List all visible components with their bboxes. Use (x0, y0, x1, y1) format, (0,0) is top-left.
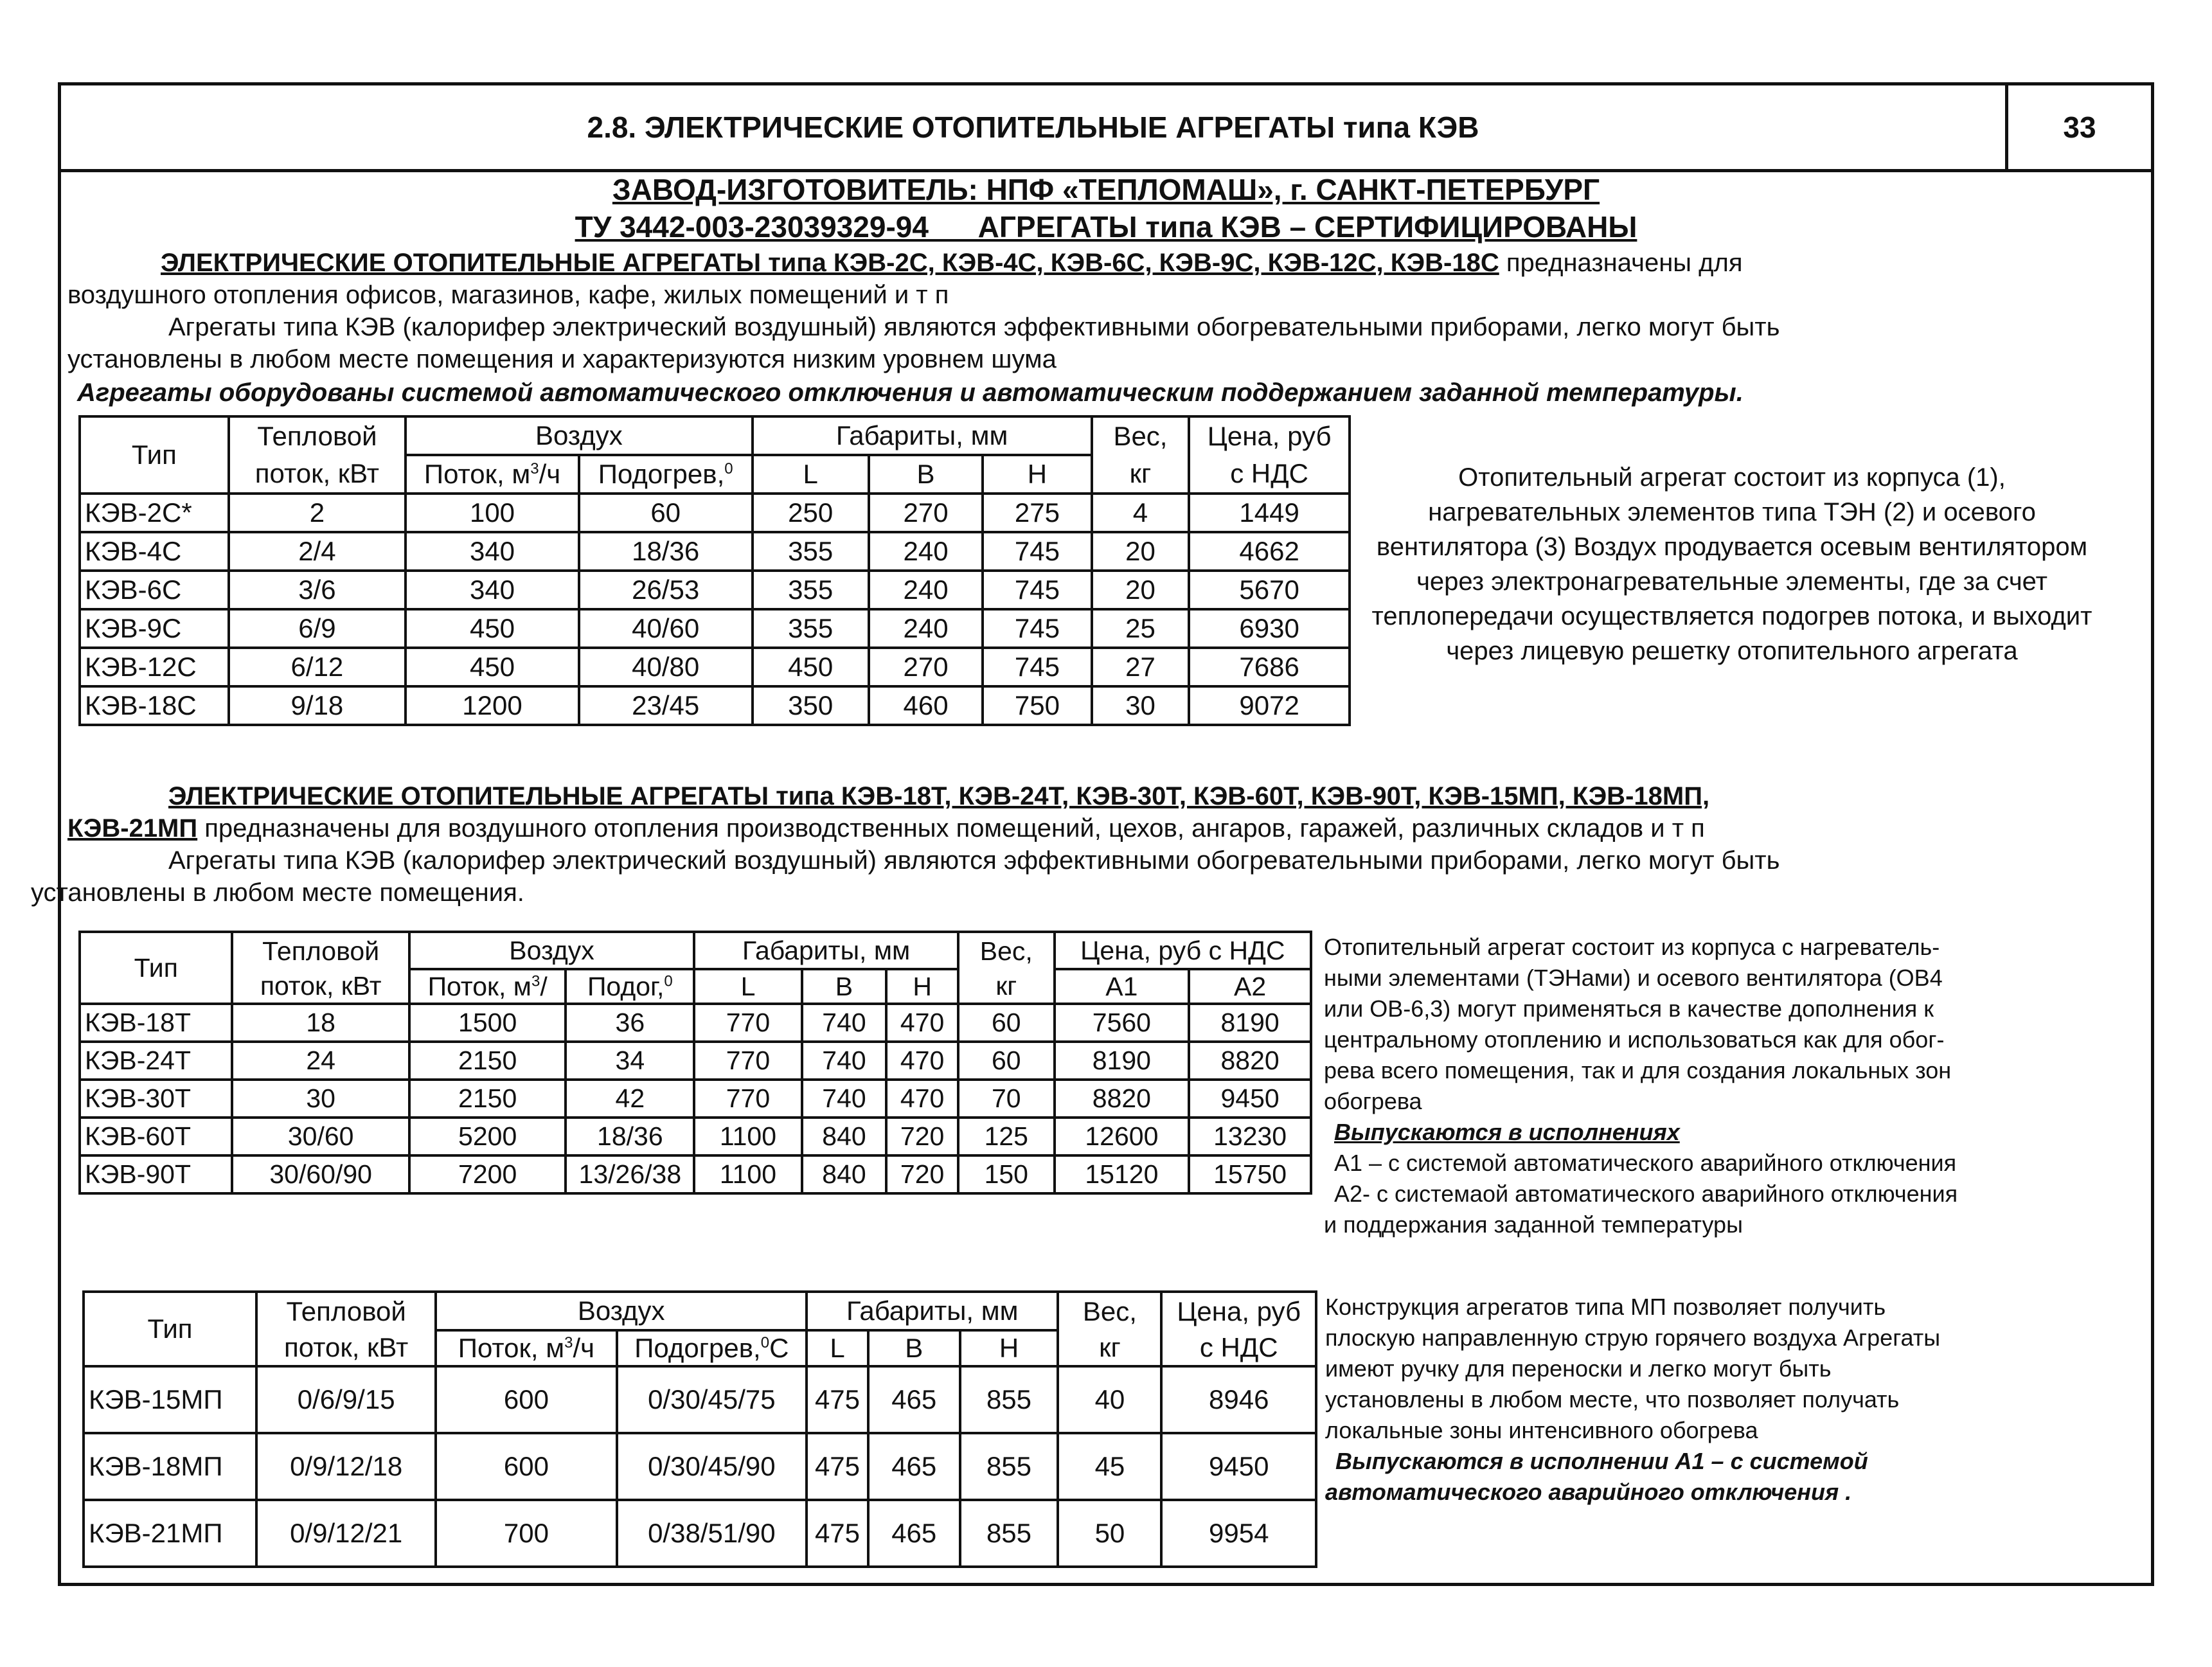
section3-side-bold1: Выпускаются в исполнении А1 – с системой (1335, 1448, 1868, 1474)
table-cell: 4 (1092, 494, 1190, 532)
table-cell: 18/36 (566, 1118, 694, 1155)
col-header-price: Цена, руб (1189, 416, 1350, 455)
table-cell: 720 (886, 1118, 958, 1155)
table-kev-mp (82, 1290, 1317, 1568)
table-cell: 15750 (1189, 1155, 1311, 1193)
col-header-heatup: Подог,$^0$ (566, 969, 694, 1004)
section1-line4: установлены в любом месте помещения и характеризуются низким уровнем шума (67, 345, 1057, 373)
table-cell: 465 (868, 1366, 960, 1433)
section1-heading-bold: ЭЛЕКТРИЧЕСКИЕ ОТОПИТЕЛЬНЫЕ АГРЕГАТЫ типа КЭВ-2С, КЭВ-4С, КЭВ-6С, КЭВ-9С, КЭВ-12С, КЭВ-18С (161, 249, 1499, 277)
col-header-heat: Тепловой (229, 416, 406, 455)
table-cell: 20 (1092, 532, 1190, 571)
section2-side-a2b: и поддержания заданной температуры (1324, 1211, 1743, 1238)
side-line: локальные зоны интенсивного обогрева (1325, 1417, 1758, 1443)
side-line: ными элементами (ТЭНами) и осевого вентилятора (ОВ4 (1324, 965, 1943, 991)
section2-line3: Агрегаты типа КЭВ (калорифер электрический воздушный) являются эффективными обогревательными приборами, легко могут быть (168, 846, 1780, 875)
section2-side-text (1324, 932, 1958, 1240)
table-cell: 25 (1092, 609, 1190, 648)
table-cell: 9072 (1189, 686, 1350, 725)
table-cell: 60 (579, 494, 753, 532)
table-cell: 7200 (409, 1155, 566, 1193)
col-header-B: B (868, 1330, 960, 1366)
table-cell: 750 (983, 686, 1091, 725)
table-cell: 855 (960, 1366, 1058, 1433)
table-cell: КЭВ-30Т (80, 1080, 232, 1118)
col-header-A2: A2 (1189, 969, 1311, 1004)
table-cell: 275 (983, 494, 1091, 532)
table-row (84, 1500, 1316, 1567)
table-cell: 340 (406, 532, 579, 571)
table-kev-t (78, 931, 1312, 1195)
table-row (80, 494, 1350, 532)
col-header-dims: Габариты, мм (694, 932, 958, 969)
table-cell: 13230 (1189, 1118, 1311, 1155)
table-cell: 470 (886, 1042, 958, 1080)
table-cell: КЭВ-9С (80, 609, 229, 648)
table-cell: 9450 (1161, 1433, 1316, 1500)
table-row (80, 609, 1350, 648)
table-cell: 745 (983, 609, 1091, 648)
col-header-A1: A1 (1055, 969, 1190, 1004)
table-cell: 8190 (1189, 1004, 1311, 1042)
table-row (84, 1433, 1316, 1500)
table-cell: 4662 (1189, 532, 1350, 571)
table-row (80, 1118, 1311, 1155)
col-header-type: Тип (80, 932, 232, 1004)
table-cell: 0/9/12/18 (256, 1433, 436, 1500)
table-cell: 12600 (1055, 1118, 1190, 1155)
table-cell: 840 (802, 1155, 887, 1193)
maker-line: ЗАВОД-ИЗГОТОВИТЕЛЬ: НПФ «ТЕПЛОМАШ», г. САНКТ-ПЕТЕРБУРГ (612, 173, 1600, 206)
table-cell: 0/30/45/90 (617, 1433, 807, 1500)
col-header-air: Воздух (436, 1292, 807, 1330)
table-cell: 745 (983, 571, 1091, 609)
table-cell: 770 (694, 1004, 801, 1042)
table-cell: 465 (868, 1500, 960, 1567)
section1-heading-tail: предназначены для (1499, 249, 1743, 277)
table-cell: 840 (802, 1118, 887, 1155)
section1-line2: воздушного отопления офисов, магазинов, кафе, жилых помещений и т п (67, 281, 949, 309)
table-cell: 475 (807, 1366, 868, 1433)
table-cell: 60 (958, 1004, 1055, 1042)
table-cell: 475 (807, 1500, 868, 1567)
table-cell: 740 (802, 1004, 887, 1042)
col-header-flow: Поток, $м^3/ч$ (406, 455, 579, 494)
table-cell: 7560 (1055, 1004, 1190, 1042)
table-cell: КЭВ-60Т (80, 1118, 232, 1155)
table-cell: 5670 (1189, 571, 1350, 609)
table-row (80, 1155, 1311, 1193)
table-cell: 350 (753, 686, 869, 725)
table-cell: КЭВ-21МП (84, 1500, 256, 1567)
table-cell: 1500 (409, 1004, 566, 1042)
table-cell: 240 (869, 532, 983, 571)
table-cell: 8946 (1161, 1366, 1316, 1433)
page-header (58, 82, 2154, 172)
table-cell: 770 (694, 1042, 801, 1080)
table-cell: 2/4 (229, 532, 406, 571)
table-cell: 1100 (694, 1155, 801, 1193)
section2-heading2-bold: КЭВ-21МП (67, 814, 198, 842)
table-cell: 0/38/51/90 (617, 1500, 807, 1567)
table-cell: 42 (566, 1080, 694, 1118)
table-cell: 3/6 (229, 571, 406, 609)
section2-heading-bold: ЭЛЕКТРИЧЕСКИЕ ОТОПИТЕЛЬНЫЕ АГРЕГАТЫ типа КЭВ-18Т, КЭВ-24Т, КЭВ-30Т, КЭВ-60Т, КЭВ-90Т, КЭВ-15МП, КЭВ-18МП, (168, 782, 1710, 810)
table-cell: 15120 (1055, 1155, 1190, 1193)
table-cell: 30/60 (232, 1118, 409, 1155)
table-cell: 45 (1058, 1433, 1161, 1500)
table-cell: 40 (1058, 1366, 1161, 1433)
table-cell: 270 (869, 494, 983, 532)
section2-heading (168, 780, 1709, 812)
table-cell: КЭВ-15МП (84, 1366, 256, 1433)
table-cell: 600 (436, 1433, 616, 1500)
col-header-weight-unit: кг (958, 969, 1055, 1004)
side-line: Конструкция агрегатов типа МП позволяет получить (1325, 1294, 1886, 1320)
table-row (80, 648, 1350, 686)
tu-line: ТУ 3442-003-23039329-94 АГРЕГАТЫ типа КЭВ – СЕРТИФИЦИРОВАНЫ (575, 210, 1637, 244)
table-cell: 125 (958, 1118, 1055, 1155)
table-cell: 9954 (1161, 1500, 1316, 1567)
section1-line5: Агрегаты оборудованы системой автоматического отключения и автоматическим поддержанием заданной температуры. (77, 379, 1744, 407)
col-header-heatup: Подогрев,$^0$С (617, 1330, 807, 1366)
section1-line3: Агрегаты типа КЭВ (калорифер электрический воздушный) являются эффективными обогревательными приборами, легко могут быть (168, 313, 1780, 341)
table-cell: 13/26/38 (566, 1155, 694, 1193)
table-cell: 340 (406, 571, 579, 609)
table-row (80, 686, 1350, 725)
col-header-price-unit: с НДС (1161, 1330, 1316, 1366)
section2-side-heading: Выпускаются в исполнениях (1334, 1119, 1680, 1145)
table-cell: 355 (753, 532, 869, 571)
table-cell: 6/9 (229, 609, 406, 648)
col-header-dims: Габариты, мм (753, 416, 1092, 455)
table-cell: 600 (436, 1366, 616, 1433)
table-cell: 740 (802, 1042, 887, 1080)
table-cell: 450 (406, 609, 579, 648)
section3-side-text (1325, 1292, 1940, 1508)
table-cell: 30 (1092, 686, 1190, 725)
table-cell: 450 (753, 648, 869, 686)
page-title: 2.8. ЭЛЕКТРИЧЕСКИЕ ОТОПИТЕЛЬНЫЕ АГРЕГАТЫ типа КЭВ (61, 85, 2008, 169)
table-cell: 2150 (409, 1080, 566, 1118)
table-cell: 855 (960, 1500, 1058, 1567)
table-cell: 1200 (406, 686, 579, 725)
table-cell: 6/12 (229, 648, 406, 686)
col-header-price: Цена, руб с НДС (1055, 932, 1311, 969)
table-cell: 7686 (1189, 648, 1350, 686)
section2-line2 (67, 812, 1705, 844)
table-cell: 355 (753, 571, 869, 609)
table-row (80, 1080, 1311, 1118)
table-cell: 24 (232, 1042, 409, 1080)
col-header-weight-unit: кг (1092, 455, 1190, 494)
table-cell: 40/80 (579, 648, 753, 686)
table-cell: 460 (869, 686, 983, 725)
table-cell: 240 (869, 571, 983, 609)
table-cell: 9450 (1189, 1080, 1311, 1118)
col-header-price-unit: с НДС (1189, 455, 1350, 494)
section2-side-a1: А1 – с системой автоматического аварийного отключения (1334, 1150, 1957, 1176)
side-line: плоскую направленную струю горячего воздуха Агрегаты (1325, 1324, 1941, 1351)
table-cell: КЭВ-18МП (84, 1433, 256, 1500)
col-header-L: L (694, 969, 801, 1004)
table-cell: 740 (802, 1080, 887, 1118)
col-header-L: L (807, 1330, 868, 1366)
table-row (80, 1042, 1311, 1080)
table-cell: 9/18 (229, 686, 406, 725)
table-cell: 18/36 (579, 532, 753, 571)
table-row (80, 571, 1350, 609)
table-kev-c (78, 415, 1351, 726)
table-cell: 1100 (694, 1118, 801, 1155)
table-cell: 8820 (1189, 1042, 1311, 1080)
table-cell: КЭВ-90Т (80, 1155, 232, 1193)
table-cell: 8190 (1055, 1042, 1190, 1080)
table-cell: 855 (960, 1433, 1058, 1500)
col-header-L: L (753, 455, 869, 494)
table-cell: 465 (868, 1433, 960, 1500)
section1-side-text: Отопительный агрегат состоит из корпуса (1), нагревательных элементов типа ТЭН (2) и осевого вентилятора (3) Воздух продувается осевым вентилятором через электронагревательные элементы, где за счет теплопередачи осуществляется подогрев потока, и выходит через лицевую решетку отопительного агрегата (1371, 463, 2092, 665)
table-cell: 745 (983, 648, 1091, 686)
table-row (80, 532, 1350, 571)
table-cell: 355 (753, 609, 869, 648)
side-line: имеют ручку для переноски и легко могут быть (1325, 1355, 1832, 1382)
table-cell: 30/60/90 (232, 1155, 409, 1193)
col-header-weight-unit: кг (1058, 1330, 1161, 1366)
table-cell: КЭВ-12С (80, 648, 229, 686)
table-cell: 720 (886, 1155, 958, 1193)
col-header-weight: Вес, (958, 932, 1055, 969)
side-line: или ОВ-6,3) могут применяться в качестве дополнения к (1324, 995, 1934, 1022)
table-cell: 470 (886, 1004, 958, 1042)
col-header-heat-unit: поток, кВт (229, 455, 406, 494)
table-cell: 0/30/45/75 (617, 1366, 807, 1433)
table-cell: 70 (958, 1080, 1055, 1118)
table-cell: 26/53 (579, 571, 753, 609)
table-cell: 475 (807, 1433, 868, 1500)
table-cell: КЭВ-18С (80, 686, 229, 725)
table-row (84, 1366, 1316, 1433)
table-cell: 6930 (1189, 609, 1350, 648)
section2-side-a2: А2- с системаой автоматического аварийного отключения (1334, 1181, 1958, 1207)
table-cell: 450 (406, 648, 579, 686)
table-cell: КЭВ-24Т (80, 1042, 232, 1080)
side-line: рева всего помещения, так и для создания локальных зон (1324, 1057, 1952, 1083)
table-cell: 18 (232, 1004, 409, 1042)
section2-line4: установлены в любом месте помещения. (31, 878, 524, 907)
table-cell: 20 (1092, 571, 1190, 609)
col-header-H: H (983, 455, 1091, 494)
table-cell: 240 (869, 609, 983, 648)
col-header-flow: Поток, $м^3/$ (409, 969, 566, 1004)
side-line: Отопительный агрегат состоит из корпуса с нагреватель- (1324, 934, 1940, 960)
table-cell: 8820 (1055, 1080, 1190, 1118)
table-cell: 770 (694, 1080, 801, 1118)
table-cell: КЭВ-6С (80, 571, 229, 609)
table-cell: КЭВ-2С* (80, 494, 229, 532)
col-header-H: H (886, 969, 958, 1004)
table-cell: 50 (1058, 1500, 1161, 1567)
table-cell: 745 (983, 532, 1091, 571)
col-header-dims: Габариты, мм (807, 1292, 1058, 1330)
col-header-B: B (869, 455, 983, 494)
col-header-heat-unit: поток, кВт (232, 969, 409, 1004)
table-cell: 40/60 (579, 609, 753, 648)
section1-heading (161, 247, 1743, 279)
table-cell: 2150 (409, 1042, 566, 1080)
table-cell: 30 (232, 1080, 409, 1118)
side-line: установлены в любом месте, что позволяет получать (1325, 1386, 1900, 1413)
col-header-weight: Вес, (1092, 416, 1190, 455)
col-header-heatup: Подогрев,$^0$ (579, 455, 753, 494)
table-cell: 250 (753, 494, 869, 532)
table-cell: 5200 (409, 1118, 566, 1155)
col-header-heat: Тепловой (232, 932, 409, 969)
table-cell: 2 (229, 494, 406, 532)
table-cell: 270 (869, 648, 983, 686)
table-cell: 36 (566, 1004, 694, 1042)
table-cell: 23/45 (579, 686, 753, 725)
col-header-flow: Поток, $м^3/ч$ (436, 1330, 616, 1366)
table-cell: 700 (436, 1500, 616, 1567)
col-header-weight: Вес, (1058, 1292, 1161, 1330)
table-cell: 1449 (1189, 494, 1350, 532)
table-cell: 0/6/9/15 (256, 1366, 436, 1433)
table-cell: 100 (406, 494, 579, 532)
col-header-H: H (960, 1330, 1058, 1366)
col-header-type: Тип (84, 1292, 256, 1366)
col-header-type: Тип (80, 416, 229, 494)
col-header-heat: Тепловой (256, 1292, 436, 1330)
table-cell: КЭВ-18Т (80, 1004, 232, 1042)
section3-side-bold2: автоматического аварийного отключения . (1325, 1479, 1852, 1505)
table-row (80, 1004, 1311, 1042)
col-header-B: B (802, 969, 887, 1004)
page-number: 33 (2063, 111, 2096, 144)
table-cell: 34 (566, 1042, 694, 1080)
table-cell: 470 (886, 1080, 958, 1118)
side-line: центральному отоплению и использоватьcя как для обог- (1324, 1026, 1945, 1053)
col-header-air: Воздух (409, 932, 694, 969)
table-cell: 150 (958, 1155, 1055, 1193)
table-cell: 60 (958, 1042, 1055, 1080)
side-line: обогрева (1324, 1088, 1422, 1114)
section2-heading2-tail: предназначены для воздушного отопления производственных помещений, цехов, ангаров, гаражей, различных складов и т п (197, 814, 1705, 842)
table-cell: 27 (1092, 648, 1190, 686)
table-cell: 0/9/12/21 (256, 1500, 436, 1567)
col-header-heat-unit: поток, кВт (256, 1330, 436, 1366)
table-cell: КЭВ-4С (80, 532, 229, 571)
col-header-price: Цена, руб (1161, 1292, 1316, 1330)
col-header-air: Воздух (406, 416, 752, 455)
